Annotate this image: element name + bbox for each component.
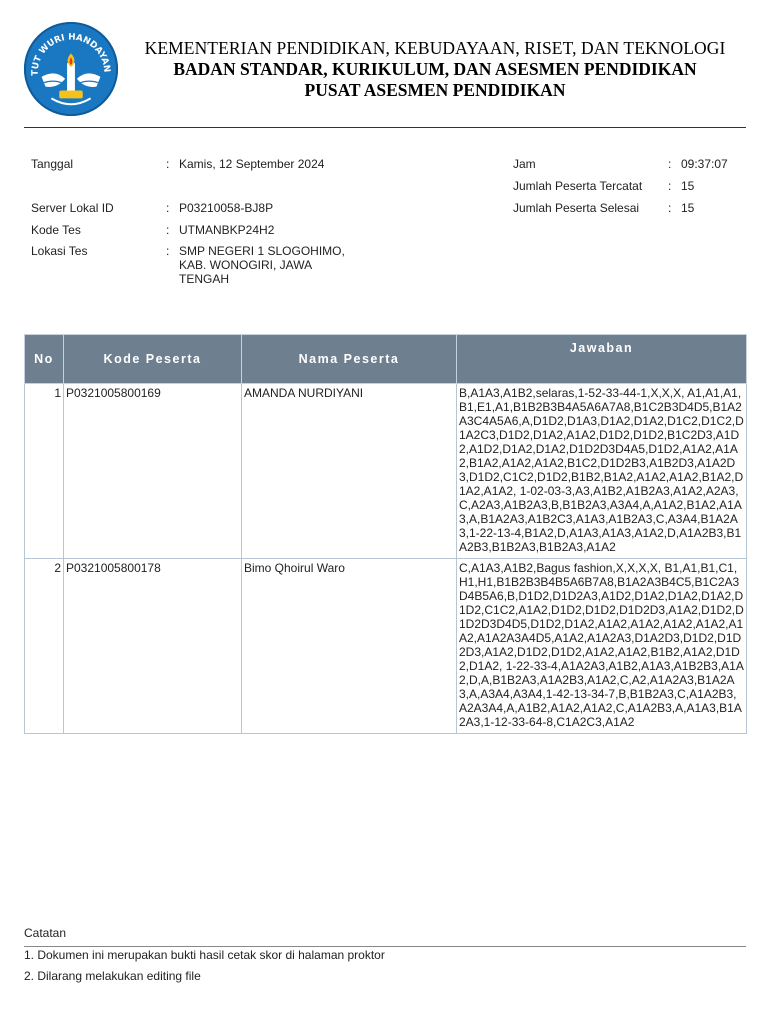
cell-no: 1 bbox=[25, 384, 64, 559]
cell-nama-peserta: AMANDA NURDIYANI bbox=[242, 384, 457, 559]
catatan-note-2: 2. Dilarang melakukan editing file bbox=[24, 969, 201, 983]
info-colon: : bbox=[668, 179, 672, 193]
info-label: Lokasi Tes bbox=[31, 244, 88, 258]
info-label: Jam bbox=[513, 157, 536, 171]
info-label: Kode Tes bbox=[31, 223, 81, 237]
cell-nama-peserta: Bimo Qhoirul Waro bbox=[242, 559, 457, 734]
cell-kode-peserta: P0321005800178 bbox=[64, 559, 242, 734]
info-label: Server Lokal ID bbox=[31, 201, 114, 215]
table-row bbox=[25, 559, 747, 734]
info-value: P03210058-BJ8P bbox=[179, 201, 274, 215]
info-colon: : bbox=[668, 157, 672, 171]
info-value: UTMANBKP24H2 bbox=[179, 223, 275, 237]
info-colon: : bbox=[166, 223, 170, 237]
catatan-divider bbox=[24, 946, 746, 947]
info-label: Jumlah Peserta Selesai bbox=[513, 201, 640, 215]
document-header bbox=[0, 0, 768, 128]
results-table bbox=[24, 334, 747, 734]
catatan-note-1: 1. Dokumen ini merupakan bukti hasil cetak skor di halaman proktor bbox=[24, 948, 385, 962]
info-colon: : bbox=[166, 157, 170, 171]
svg-text:TUT WURI HANDAYANI: TUT WURI HANDAYAN bbox=[30, 32, 112, 76]
ministry-name: KEMENTERIAN PENDIDIKAN, KEBUDAYAAN, RISET, DAN TEKNOLOGI bbox=[144, 38, 726, 58]
info-colon: : bbox=[166, 201, 170, 215]
agency-name: BADAN STANDAR, KURIKULUM, DAN ASESMEN PENDIDIKAN bbox=[173, 59, 697, 79]
info-colon: : bbox=[668, 201, 672, 215]
info-colon: : bbox=[166, 244, 170, 258]
table-header-row bbox=[25, 335, 747, 384]
cell-jawaban: B,A1A3,A1B2,selaras,1-52-33-44-1,X,X,X, A1,A1,A1,B1,E1,A1,B1B2B3B4A5A6A7A8,B1C2B3D4D5,B1A2A3C4A5A6,A,D1D2,D1A3,D1A2,D1A2,D1C2,D1C2,D1A2C3,D1D2,D1A2,A1A2,D1D2,D1D2,B1C2D3,A1D2,A1D2,D1A2,D1A2,D1D2D3D4A5,D1D2,A1A2,A1A2,B1A2,A1A2,A1A2,B1C2,D1D2B3,A1B2D3,A1A2D3,D1D2,C1C2,D1D2,B1B2,B1A2,A1A2,A1A2,B1A2,D1A2,A1A2, 1-02-03-3,A3,A1B2,A1B2A3,A1A2,A2A3,C,A2A3,A1B2A3,B,B1B2A3,A3A4,A,A1A2,B1A2,A1A3,A,B1A2A3,A1B2C3,A1A3,A1B2A3,C,A3A4,B1A2A3,1-22-13-4,B1A2,D,A1A3,A1A3,A1A2,D,A1A2B3,B1A2B3,B1B2A3,B1B2A3,A1A2 bbox=[457, 384, 747, 559]
col-header-jawaban: Jawaban bbox=[457, 335, 747, 384]
info-value: Kamis, 12 September 2024 bbox=[179, 157, 325, 171]
info-value: 09:37:07 bbox=[681, 157, 728, 171]
info-value: SMP NEGERI 1 SLOGOHIMO, KAB. WONOGIRI, JAWA TENGAH bbox=[179, 244, 345, 286]
cell-no: 2 bbox=[25, 559, 64, 734]
info-value: 15 bbox=[681, 201, 695, 215]
col-header-no: No bbox=[25, 335, 64, 384]
center-name: PUSAT ASESMEN PENDIDIKAN bbox=[304, 80, 566, 100]
col-header-kode-peserta: Kode Peserta bbox=[64, 335, 242, 384]
tut-wuri-handayani-logo bbox=[22, 20, 120, 118]
col-header-nama-peserta: Nama Peserta bbox=[242, 335, 457, 384]
table-row bbox=[25, 384, 747, 559]
catatan-title: Catatan bbox=[24, 926, 67, 940]
cell-jawaban: C,A1A3,A1B2,Bagus fashion,X,X,X,X, B1,A1,B1,C1,H1,H1,B1B2B3B4B5A6B7A8,B1A2A3B4C5,B1C2A3D4B5A6,B,D1D2,D1D2A3,A1D2,D1A2,D1A2,D1A2,D1D2,C1C2,A1A2,D1D2,D1D2,D1D2D3,A1A2,D1D2,D1D2D3D4D5,D1D2,D1A2,A1A2,A1A2,A1A2,A1A2,A1A2,A1A2A3A4D5,A1A2,A1A2A3,D1A2D3,D1D2,D1D2D3,A1A2,D1D2,D1D2,A1A2,A1A2,B1B2,A1A2,D1D2,D1A2, 1-22-33-4,A1A2A3,A1B2,A1A3,A1B2B3,A1A2,D,A,B1B2A3,A1A2B3,A1A2,C,A2,A1A2A3,B1A2A3,A,A3A4,A3A4,1-42-13-34-7,B,B1B2A3,C,A1A2B3,A2A3A4,A,A1B2,A1A2,A1A2,C,A1A2B3,A,A1A3,B1A2A3,1-12-33-64-8,C1A2C3,A1A2 bbox=[457, 559, 747, 734]
info-value: 15 bbox=[681, 179, 695, 193]
institution-heading bbox=[135, 38, 735, 101]
header-divider bbox=[24, 127, 746, 128]
info-label: Jumlah Peserta Tercatat bbox=[513, 179, 643, 193]
info-label: Tanggal bbox=[31, 157, 74, 171]
cell-kode-peserta: P0321005800169 bbox=[64, 384, 242, 559]
